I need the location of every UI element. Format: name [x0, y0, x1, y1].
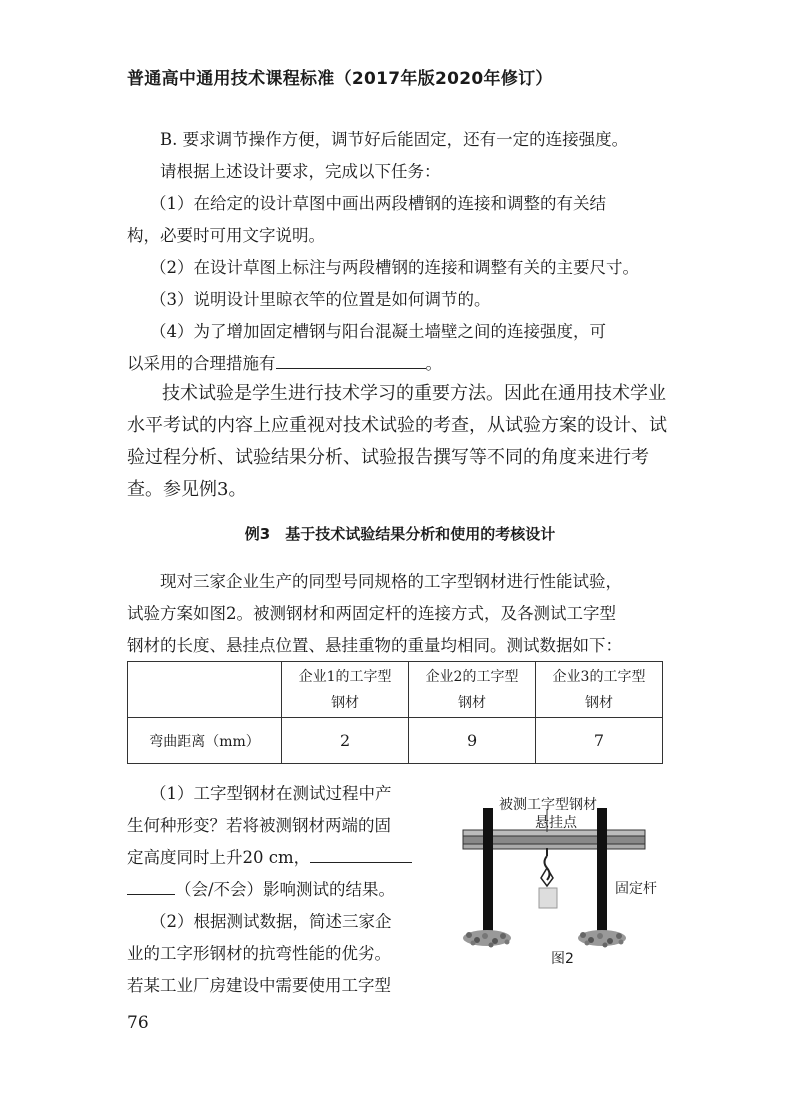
test-data-table	[127, 661, 663, 764]
question-1-line-2: 生何种形变？若将被测钢材两端的固	[127, 816, 391, 835]
label-tested-beam: 被测工字型钢材	[499, 797, 597, 813]
label-hanging-point: 悬挂点	[535, 815, 577, 831]
answer-blank[interactable]	[276, 350, 426, 369]
value-company-1: 2	[282, 718, 409, 764]
example-intro-1: 现对三家企业生产的同型号同规格的工字型钢材进行性能试验，	[160, 572, 622, 591]
hook-icon	[541, 848, 553, 886]
label-fixed-rod: 固定杆	[615, 881, 657, 897]
figure-caption: 图2	[551, 951, 574, 967]
paragraph-line-1: 技术试验是学生进行技术学习的重要方法。因此在通用技术学业	[162, 383, 666, 404]
task-4-suffix: 。	[425, 354, 442, 373]
question-1-line-4	[127, 874, 395, 905]
value-company-3: 7	[536, 718, 663, 764]
page-number: 76	[127, 1013, 149, 1033]
question-1-choice: （会/不会）影响测试的结果。	[175, 880, 396, 899]
header-text-line: 钢材	[458, 694, 487, 711]
table-header-company-2	[409, 662, 536, 718]
paragraph-line-2: 水平考试的内容上应重视对技术试验的考查，从试验方案的设计、试	[127, 415, 667, 436]
table-row	[128, 718, 663, 764]
question-1-line-3	[127, 842, 412, 873]
header-text-line: 企业3的工字型	[552, 668, 646, 685]
answer-blank[interactable]	[310, 844, 412, 863]
right-gravel-base	[578, 930, 626, 948]
table-header-company-3	[536, 662, 663, 718]
task-intro: 请根据上述设计要求，完成以下任务：	[160, 162, 441, 181]
task-1-line-1: （1）在给定的设计草图中画出两段槽钢的连接和调整的有关结	[150, 194, 606, 213]
task-4-line-2	[127, 348, 442, 379]
header-text-line: 钢材	[331, 694, 360, 711]
row-label: 弯曲距离（mm）	[128, 718, 282, 764]
table-header-company-1	[282, 662, 409, 718]
table-header-empty	[128, 662, 282, 718]
example-intro-2: 试验方案如图2。被测钢材和两固定杆的连接方式，及各测试工字型	[127, 604, 616, 623]
task-3: （3）说明设计里晾衣竿的位置是如何调节的。	[150, 290, 491, 309]
paragraph-line-4: 查。参见例3。	[127, 479, 247, 500]
question-2-line-3: 若某工业厂房建设中需要使用工字型	[127, 976, 391, 995]
paragraph-line-3: 验过程分析、试验结果分析、试验报告撰写等不同的角度来进行考	[127, 447, 649, 468]
question-1-line-1: （1）工字型钢材在测试过程中产	[150, 784, 392, 803]
header-text-line: 企业1的工字型	[298, 668, 392, 685]
value-company-2: 9	[409, 718, 536, 764]
task-4-prefix: 以采用的合理措施有	[127, 354, 276, 373]
header-text-line: 企业2的工字型	[425, 668, 519, 685]
requirement-b: B. 要求调节操作方便，调节好后能固定，还有一定的连接强度。	[160, 130, 629, 149]
task-2: （2）在设计草图上标注与两段槽钢的连接和调整有关的主要尺寸。	[150, 258, 639, 277]
figure-2	[455, 790, 675, 980]
answer-blank[interactable]	[127, 876, 175, 895]
question-2-line-1: （2）根据测试数据，简述三家企	[150, 912, 392, 931]
left-gravel-base	[463, 930, 511, 948]
task-1-line-2: 构，必要时可用文字说明。	[127, 226, 325, 245]
task-4-line-1: （4）为了增加固定槽钢与阳台混凝土墙壁之间的连接强度，可	[150, 322, 606, 341]
table-header-row	[128, 662, 663, 718]
example-title: 例3 基于技术试验结果分析和使用的考核设计	[244, 525, 556, 543]
running-header: 普通高中通用技术课程标准（2017年版2020年修订）	[127, 69, 553, 89]
question-1-text: 定高度同时上升20 cm，	[127, 848, 311, 867]
example-intro-3: 钢材的长度、悬挂点位置、悬挂重物的重量均相同。测试数据如下：	[127, 636, 622, 655]
question-2-line-2: 业的工字形钢材的抗弯性能的优劣。	[127, 944, 391, 963]
header-text-line: 钢材	[585, 694, 613, 711]
hanging-weight	[539, 888, 557, 908]
